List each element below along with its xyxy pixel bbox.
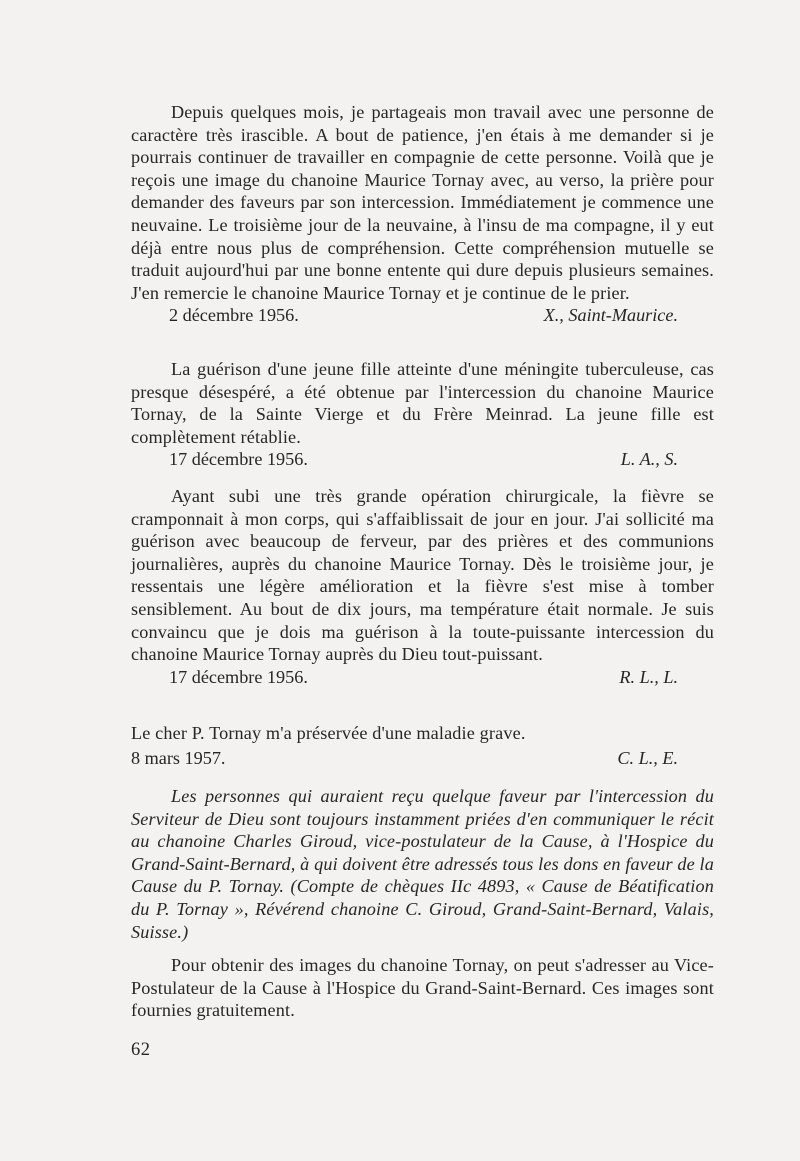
testimony-signature: [131, 304, 714, 327]
testimony-author: R. L., L.: [619, 666, 678, 687]
testimony-text: La guérison d'une jeune fille atteinte d'une méningite tuberculeuse, cas presque désespéré, a été obtenue par l'intercession du chanoine Maurice Tornay, de la Sainte Vierge et du Frère Meinrad. La jeune fille est complètement rétablie.: [131, 359, 714, 447]
testimony-3: [131, 485, 714, 688]
testimony-text: Depuis quelques mois, je partageais mon travail avec une personne de caractère très irascible. A bout de patience, j'en étais à me demander si je pourrais continuer de travailler en compagnie de cette personne. Voilà que je reçois une image du chanoine Maurice Tornay avec, au verso, la prière pour demander des faveurs par son intercession. Immédiatement je commence une neuvaine. Le troisième jour de la neuvaine, à l'insu de ma compagne, il y eut déjà entre nous plus de compréhension. Cette compréhension mutuelle se traduit aujourd'hui par une bonne entente qui dure depuis plusieurs semaines. J'en remercie le chanoine Maurice Tornay et je continue de le prier.: [131, 102, 714, 303]
notice-text: Les personnes qui auraient reçu quelque faveur par l'intercession du Serviteur de Dieu sont toujours instamment priées d'en communiquer le récit au chanoine Charles Giroud, vice-postulateur de la Cause, à l'Hospice du Grand-Saint-Bernard, à qui doivent être adressés tous les dons en faveur de la Cause du P. Tornay. (Compte de chèques IIc 4893, « Cause de Béatification du P. Tornay », Révérend chanoine C. Giroud, Grand-Saint-Bernard, Valais, Suisse.): [131, 786, 715, 942]
testimony-date: 17 décembre 1956.: [169, 666, 308, 687]
images-info-text: Pour obtenir des images du chanoine Tornay, on peut s'adresser au Vice-Postulateur de la Cause à l'Hospice du Grand-Saint-Bernard. Ces images sont fournies gratuitement.: [131, 955, 714, 1021]
testimony-4: [131, 722, 714, 769]
testimony-date: 8 mars 1957.: [131, 747, 226, 768]
testimony-text: Le cher P. Tornay m'a préservée d'une maladie grave.: [131, 723, 526, 743]
testimony-1: [131, 101, 714, 327]
testimony-signature: [131, 448, 714, 471]
testimony-author: X., Saint-Maurice.: [543, 305, 678, 326]
testimony-text: Ayant subi une très grande opération chirurgicale, la fièvre se cramponnait à mon corps, qui s'affaiblissait de jour en jour. J'ai sollicité ma guérison avec beaucoup de ferveur, par des prières et des communions journalières, auprès du chanoine Maurice Tornay. Dès le troisième jour, je ressentais une légère amélioration et la fièvre s'est mise à tomber sensiblement. Au bout de dix jours, ma température était normale. Je suis convaincu que je dois ma guérison à la toute-puissante intercession du chanoine Maurice Tornay auprès du Dieu tout-puissant.: [131, 486, 714, 665]
testimony-author: C. L., E.: [617, 747, 678, 768]
testimony-signature: [131, 747, 714, 770]
testimony-author: L. A., S.: [620, 449, 678, 470]
notice-block: [131, 785, 714, 943]
images-info-block: [131, 954, 714, 1022]
page-number: 62: [131, 1040, 151, 1060]
testimony-date: 2 décembre 1956.: [169, 305, 299, 326]
testimony-date: 17 décembre 1956.: [169, 449, 308, 470]
testimony-2: [131, 358, 714, 471]
testimony-signature: [131, 666, 714, 689]
